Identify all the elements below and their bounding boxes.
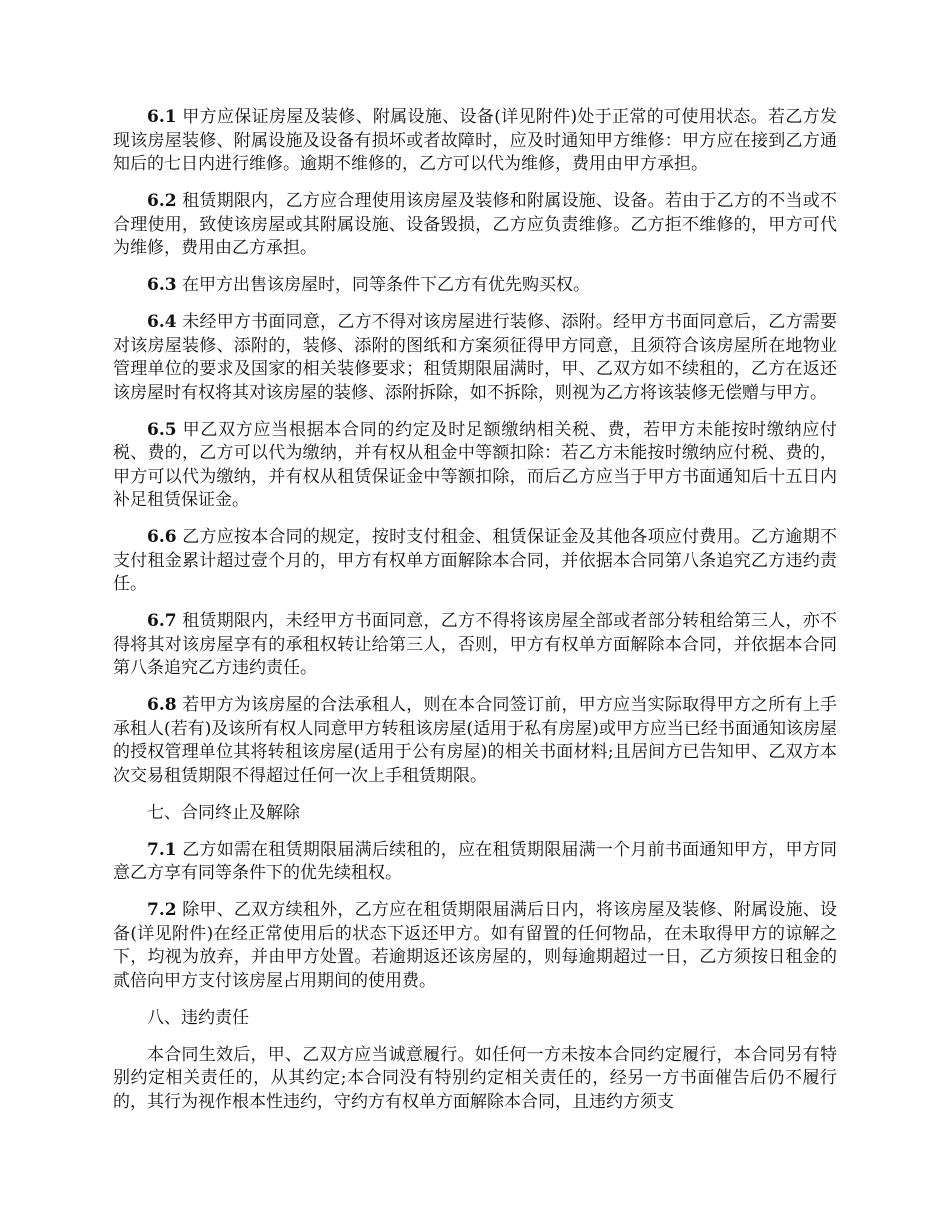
section-7-heading: 七、合同终止及解除 <box>147 802 300 823</box>
clause-number: 6.8 <box>147 695 177 715</box>
clause-text: 在甲方出售该房屋时，同等条件下乙方有优先购买权。 <box>176 275 590 295</box>
clause-7-2 <box>113 899 837 993</box>
clause-7-1 <box>113 839 837 886</box>
clause-6-4 <box>113 311 837 405</box>
clause-number: 6.3 <box>147 275 177 295</box>
document-page <box>113 106 837 1128</box>
clause-6-1 <box>113 106 837 177</box>
clause-text: 租赁期限内，乙方应合理使用该房屋及装修和附属设施、设备。若由于乙方的不当或不合理使用，致使该房屋或其附属设施、设备毁损，乙方应负责维修。乙方拒不维修的，甲方可代为维修，费用由乙方承担。 <box>113 191 837 258</box>
clause-6-2 <box>113 190 837 261</box>
clause-text: 未经甲方书面同意，乙方不得对该房屋进行装修、添附。经甲方书面同意后，乙方需要对该房屋装修、添附的，装修、添附的图纸和方案须征得甲方同意，且须符合该房屋所在地物业管理单位的要求及国家的相关装修要求；租赁期限届满时，甲、乙双方如不续租的，乙方在返还该房屋时有权将其对该房屋的装修、添附拆除，如不拆除，则视为乙方将该装修无偿赠与甲方。 <box>113 312 837 403</box>
clause-number: 7.1 <box>147 839 177 860</box>
clause-6-6 <box>113 526 837 597</box>
section-8-body: 本合同生效后，甲、乙双方应当诚意履行。如任何一方未按本合同约定履行，本合同另有特别约定相关责任的，从其约定;本合同没有特别约定相关责任的，经另一方书面催告后仍不履行的，其行为视作根本性违约，守约方有权单方面解除本合同，且违约方须支 <box>113 1044 837 1112</box>
clause-6-7 <box>113 610 837 681</box>
clause-text: 甲乙双方应当根据本合同的约定及时足额缴纳相关税、费，若甲方未能按时缴纳应付税、费的，乙方可以代为缴纳，并有权从租金中等额扣除：若乙方未能按时缴纳应付税、费的，甲方可以代为缴纳，并有权从租赁保证金中等额扣除，而后乙方应当于甲方书面通知后十五日内补足租赁保证金。 <box>113 419 837 510</box>
clause-number: 7.2 <box>147 900 177 920</box>
clause-number: 6.4 <box>147 312 177 332</box>
clause-6-3 <box>113 274 837 298</box>
clause-text: 乙方如需在租赁期限届满后续租的，应在租赁期限届满一个月前书面通知甲方，甲方同意乙方享有同等条件下的优先续租权。 <box>113 839 837 883</box>
clause-number: 6.7 <box>147 611 177 631</box>
clause-text: 除甲、乙双方续租外，乙方应在租赁期限届满后日内，将该房屋及装修、附属设施、设备(详见附件)在经正常使用后的状态下返还甲方。如有留置的任何物品，在未取得甲方的谅解之下，均视为放弃，并由甲方处置。若逾期返还该房屋的，则每逾期超过一日，乙方须按日租金的贰倍向甲方支付该房屋占用期间的使用费。 <box>113 900 837 991</box>
clause-number: 6.6 <box>147 527 177 547</box>
section-8-heading: 八、违约责任 <box>147 1007 249 1028</box>
clause-text: 租赁期限内，未经甲方书面同意，乙方不得将该房屋全部或者部分转租给第三人，亦不得将其对该房屋享有的承租权转让给第三人，否则，甲方有权单方面解除本合同，并依据本合同第八条追究乙方违约责任。 <box>113 611 837 678</box>
clause-text: 甲方应保证房屋及装修、附属设施、设备(详见附件)处于正常的可使用状态。若乙方发现该房屋装修、附属设施及设备有损坏或者故障时，应及时通知甲方维修：甲方应在接到乙方通知后的七日内进行维修。逾期不维修的，乙方可以代为维修，费用由甲方承担。 <box>113 107 837 174</box>
clause-6-5 <box>113 419 837 513</box>
clause-6-8 <box>113 694 837 788</box>
clause-number: 6.2 <box>147 191 177 211</box>
clause-text: 乙方应按本合同的规定，按时支付租金、租赁保证金及其他各项应付费用。乙方逾期不支付租金累计超过壹个月的，甲方有权单方面解除本合同，并依据本合同第八条追究乙方违约责任。 <box>113 527 837 594</box>
clause-text: 若甲方为该房屋的合法承租人，则在本合同签订前，甲方应当实际取得甲方之所有上手承租人(若有)及该所有权人同意甲方转租该房屋(适用于私有房屋)或甲方应当已经书面通知该房屋的授权管理单位其将转租该房屋(适用于公有房屋)的相关书面材料;且居间方已告知甲、乙双方本次交易租赁期限不得超过任何一次上手租赁期限。 <box>113 695 837 786</box>
clause-number: 6.5 <box>147 419 177 440</box>
clause-number: 6.1 <box>147 107 177 127</box>
